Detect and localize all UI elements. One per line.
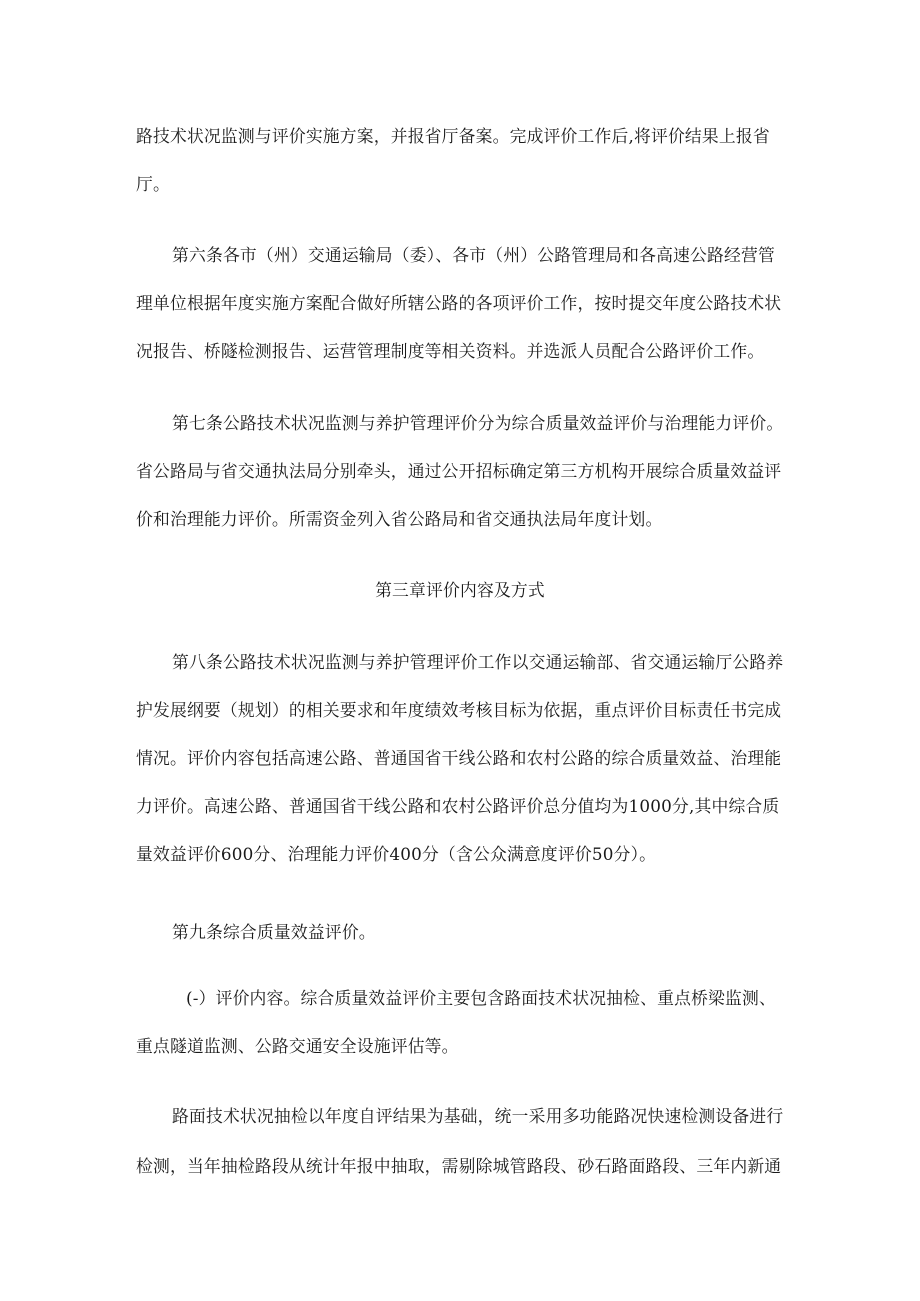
paragraph-line: 路技术状况监测与评价实施方案，并报省厅备案。完成评价工作后,将评价结果上报省 — [136, 126, 770, 146]
paragraph-line: 路面技术状况抽检以年度自评结果为基础，统一采用多功能路况快速检测设备进行 — [172, 1106, 784, 1126]
paragraph-line: 力评价。高速公路、普通国省干线公路和农村公路评价总分值均为1000分,其中综合质 — [136, 796, 780, 816]
paragraph-line: 理单位根据年度实施方案配合做好所辖公路的各项评价工作，按时提交年度公路技术状 — [136, 293, 782, 313]
article-8-line: 第八条公路技术状况监测与养护管理评价工作以交通运输部、省交通运输厅公路养 — [172, 652, 784, 672]
paragraph-line: 情况。评价内容包括高速公路、普通国省干线公路和农村公路的综合质量效益、治理能 — [136, 748, 782, 768]
paragraph-line: 量效益评价600分、治理能力评价400分（含公众满意度评价50分）。 — [136, 844, 657, 864]
paragraph-line: 重点隧道监测、公路交通安全设施评估等。 — [136, 1036, 459, 1056]
chapter-heading: 第三章评价内容及方式 — [375, 580, 545, 600]
article-9-line: 第九条综合质量效益评价。 — [172, 922, 376, 942]
paragraph-line: 厅。 — [136, 174, 170, 194]
paragraph-line: 检测，当年抽检路段从统计年报中抽取，需剔除城管路段、砂石路面路段、三年内新通 — [136, 1156, 782, 1176]
article-6-line: 第六条各市（州）交通运输局（委）、各市（州）公路管理局和各高速公路经营管 — [172, 245, 775, 265]
paragraph-line: 护发展纲要（规划）的相关要求和年度绩效考核目标为依据，重点评价目标责任书完成 — [136, 700, 782, 720]
paragraph-line: 省公路局与省交通执法局分别牵头，通过公开招标确定第三方机构开展综合质量效益评 — [136, 461, 782, 481]
paragraph-line: 况报告、桥隧检测报告、运营管理制度等相关资料。并选派人员配合公路评价工作。 — [136, 341, 765, 361]
paragraph-line: 价和治理能力评价。所需资金列入省公路局和省交通执法局年度计划。 — [136, 509, 663, 529]
item-1-line: (-）评价内容。综合质量效益评价主要包含路面技术状况抽检、重点桥梁监测、 — [186, 988, 776, 1008]
article-7-line: 第七条公路技术状况监测与养护管理评价分为综合质量效益评价与治理能力评价。 — [172, 413, 784, 433]
